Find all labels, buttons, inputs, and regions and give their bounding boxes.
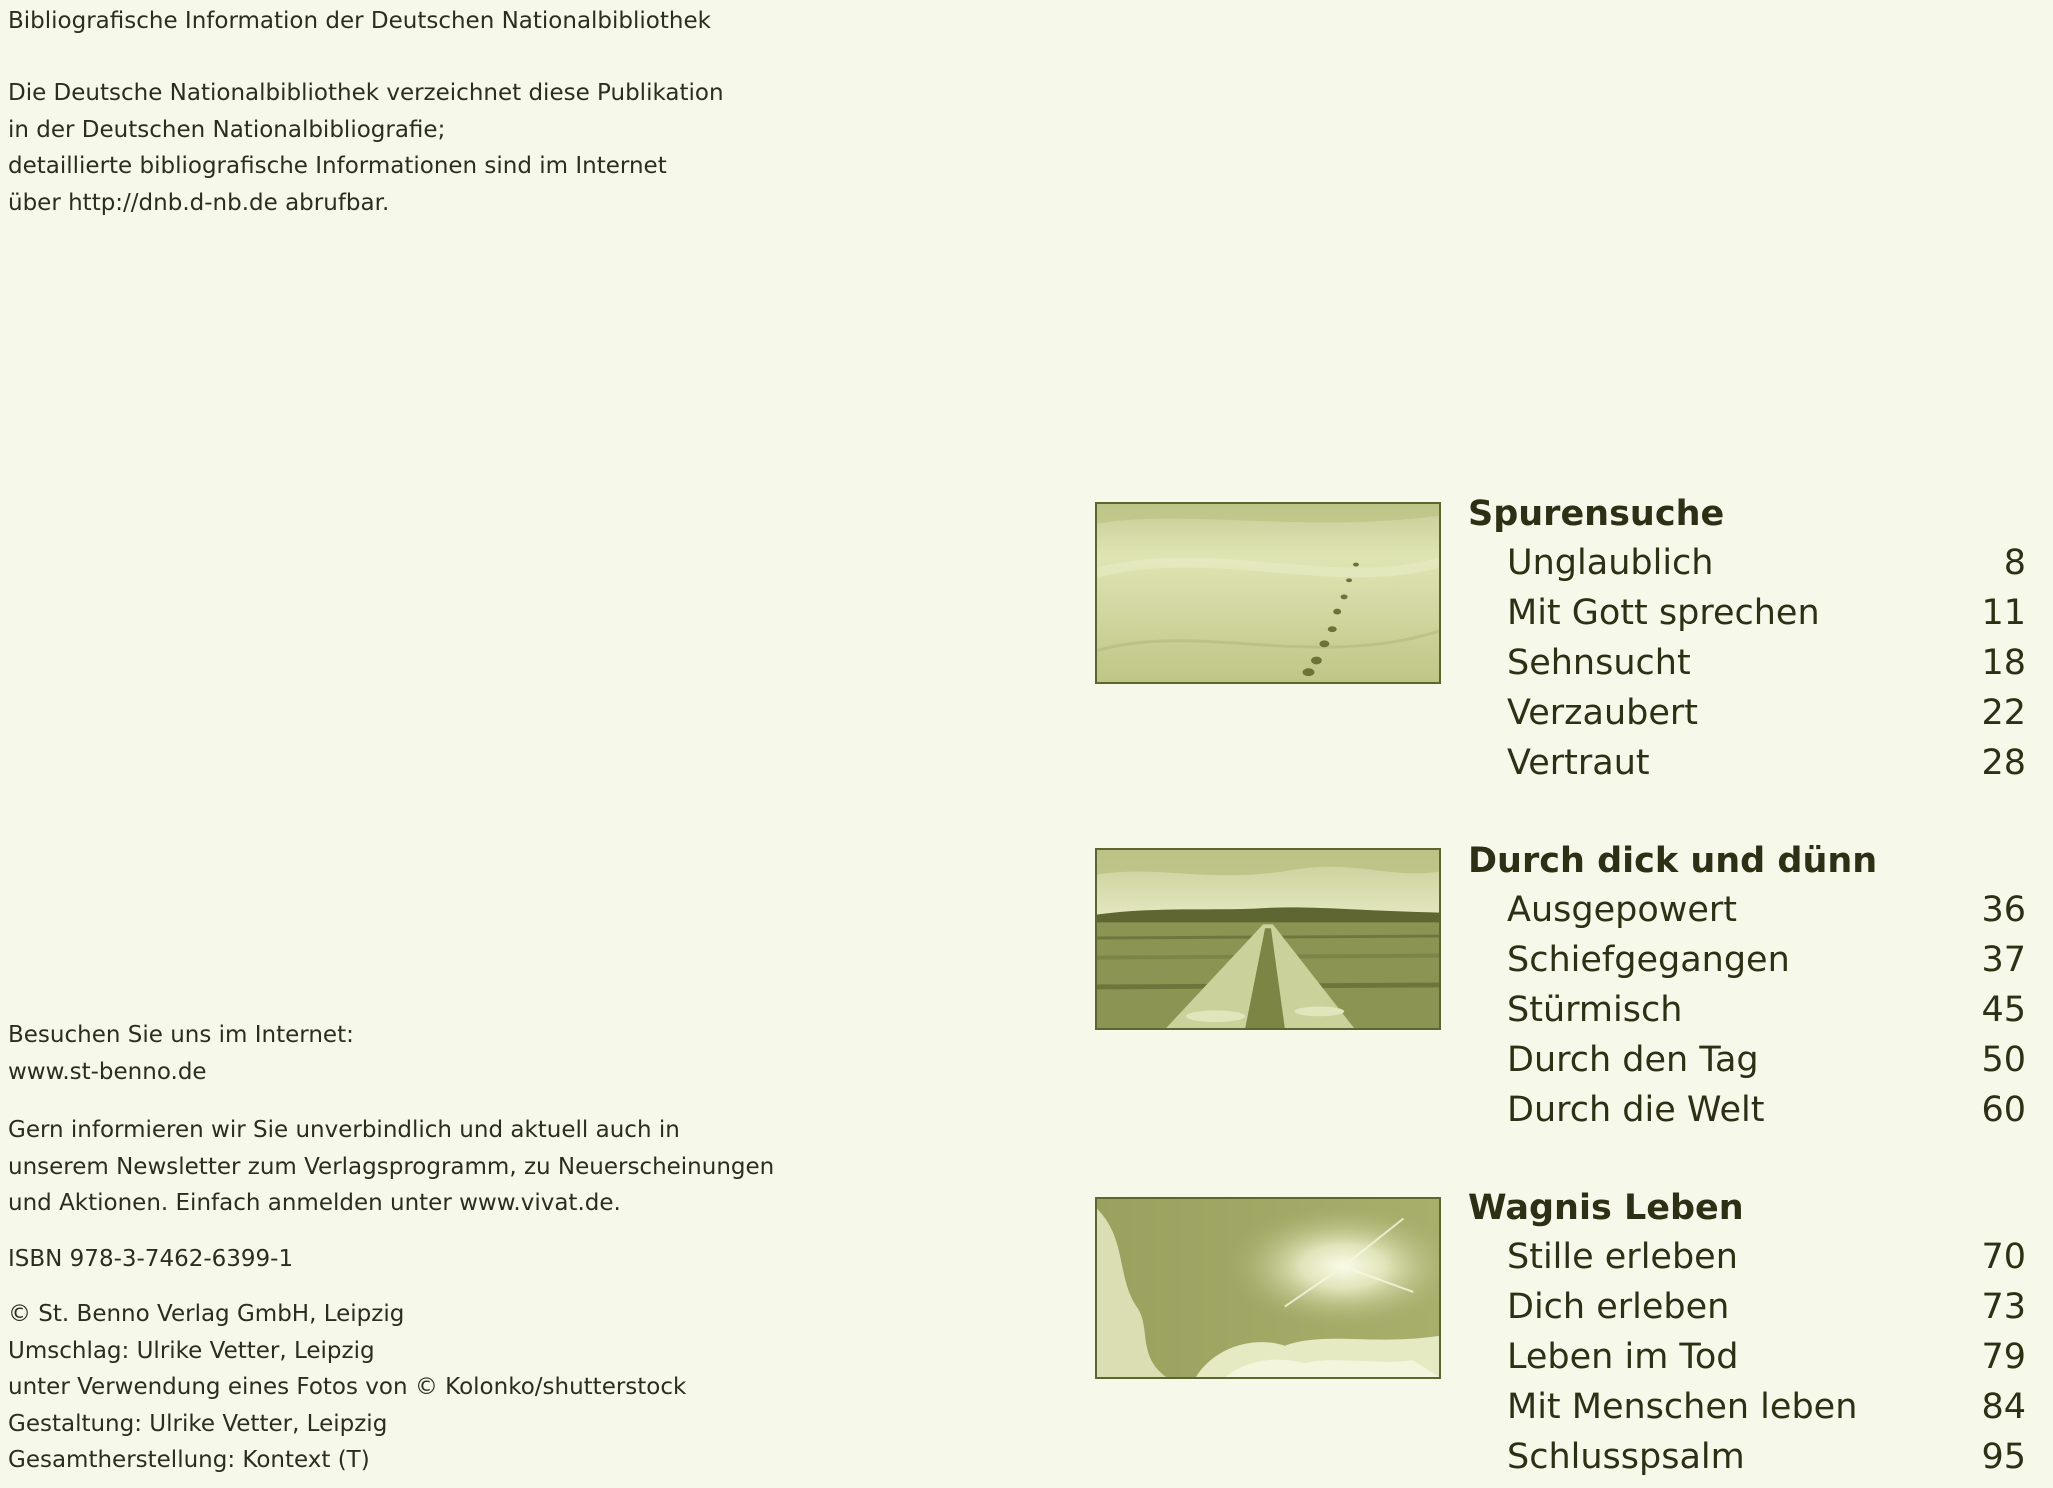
toc-entry: [1468, 885, 2026, 935]
toc-entry-label: Durch den Tag: [1507, 1040, 1759, 1080]
toc-entry-page: 37: [1981, 940, 2026, 980]
toc-entry-label: Unglaublich: [1507, 543, 1714, 583]
footprints-sand-image: [1095, 502, 1441, 684]
toc-entry-page: 36: [1981, 890, 2026, 930]
bib-line: in der Deutschen Nationalbibliografie;: [8, 116, 446, 143]
bibliographic-info-title: Bibliografische Information der Deutschen Nationalbibliothek: [8, 8, 711, 34]
toc-entry: [1468, 1085, 2026, 1135]
toc-entry-label: Ausgepowert: [1507, 890, 1738, 930]
toc-entry-page: 28: [1981, 743, 2026, 783]
toc-entry-label: Durch die Welt: [1507, 1090, 1765, 1130]
credit-line: unter Verwendung eines Fotos von © Kolonko/shutterstock: [8, 1374, 687, 1400]
toc-entry: [1468, 935, 2026, 985]
toc-entry-page: 18: [1981, 643, 2026, 683]
toc-entry-page: 11: [1981, 593, 2026, 633]
toc-entry-page: 45: [1981, 990, 2026, 1030]
toc-entry: [1468, 1382, 2026, 1432]
newsletter-block: [8, 1112, 774, 1222]
toc-entry: [1468, 985, 2026, 1035]
credit-line: Gesamtherstellung: Kontext (T): [8, 1447, 370, 1473]
toc-entry-label: Leben im Tod: [1507, 1337, 1739, 1377]
toc-entry-page: 84: [1981, 1387, 2026, 1427]
toc-entry-list: [1468, 538, 2026, 788]
toc-entry-page: 70: [1981, 1237, 2026, 1277]
isbn: ISBN 978-3-7462-6399-1: [8, 1246, 294, 1272]
toc-entry-label: Stürmisch: [1507, 990, 1683, 1030]
website-url: www.st-benno.de: [8, 1058, 207, 1085]
toc-entry-label: Schlusspsalm: [1507, 1437, 1745, 1477]
toc-entry-label: Verzaubert: [1507, 693, 1699, 733]
bibliographic-info-text: [8, 75, 724, 221]
toc-section-spurensuche: [1468, 490, 2026, 788]
website-intro: Besuchen Sie uns im Internet:: [8, 1022, 354, 1048]
toc-entry-page: 73: [1981, 1287, 2026, 1327]
toc-entry: [1468, 1232, 2026, 1282]
section-title: Wagnis Leben: [1468, 1188, 1744, 1228]
isbn-block: [8, 1241, 293, 1278]
toc-entry-page: 50: [1981, 1040, 2026, 1080]
bib-line: detaillierte bibliografische Informationen sind im Internet: [8, 153, 667, 179]
toc-entry: [1468, 738, 2026, 788]
section-title: Durch dick und dünn: [1468, 841, 1878, 881]
toc-entry-label: Vertraut: [1507, 743, 1650, 783]
sun-clouds-image: [1095, 1197, 1441, 1379]
toc-entry: [1468, 588, 2026, 638]
toc-entry-label: Schiefgegangen: [1507, 940, 1790, 980]
toc-entry-page: 8: [2003, 543, 2026, 583]
newsletter-line: Gern informieren wir Sie unverbindlich und aktuell auch in: [8, 1117, 680, 1143]
credit-line: Gestaltung: Ulrike Vetter, Leipzig: [8, 1410, 388, 1437]
toc-entry: [1468, 1282, 2026, 1332]
toc-entry: [1468, 1332, 2026, 1382]
toc-entry-page: 60: [1981, 1090, 2026, 1130]
toc-entry-list: [1468, 885, 2026, 1135]
country-road-image: [1095, 848, 1441, 1030]
toc-entry-page: 95: [1981, 1437, 2026, 1477]
newsletter-line: unserem Newsletter zum Verlagsprogramm, zu Neuerscheinungen: [8, 1153, 775, 1180]
toc-entry-list: [1468, 1232, 2026, 1482]
toc-section-durch-dick-und-duenn: [1468, 837, 2026, 1135]
toc-entry-label: Sehnsucht: [1507, 643, 1691, 683]
bib-line: über http://dnb.d-nb.de abrufbar.: [8, 189, 390, 216]
toc-entry-label: Dich erleben: [1507, 1287, 1730, 1327]
bib-line: Die Deutsche Nationalbibliothek verzeichnet diese Publikation: [8, 80, 724, 106]
bibliographic-info-block: [8, 3, 711, 40]
toc-entry-page: 22: [1981, 693, 2026, 733]
newsletter-line: und Aktionen. Einfach anmelden unter www.vivat.de.: [8, 1190, 621, 1216]
toc-entry-label: Stille erleben: [1507, 1237, 1738, 1277]
credits-block: [8, 1296, 686, 1479]
website-block: [8, 1017, 354, 1090]
section-title: Spurensuche: [1468, 494, 1725, 534]
toc-entry: [1468, 1035, 2026, 1085]
toc-entry: [1468, 688, 2026, 738]
credit-line: Umschlag: Ulrike Vetter, Leipzig: [8, 1337, 375, 1364]
toc-entry-label: Mit Gott sprechen: [1507, 593, 1820, 633]
credit-line: © St. Benno Verlag GmbH, Leipzig: [8, 1301, 405, 1327]
toc-section-wagnis-leben: [1468, 1184, 2026, 1482]
toc-entry: [1468, 538, 2026, 588]
toc-entry: [1468, 1432, 2026, 1482]
toc-entry-page: 79: [1981, 1337, 2026, 1377]
toc-entry-label: Mit Menschen leben: [1507, 1387, 1858, 1427]
toc-entry: [1468, 638, 2026, 688]
